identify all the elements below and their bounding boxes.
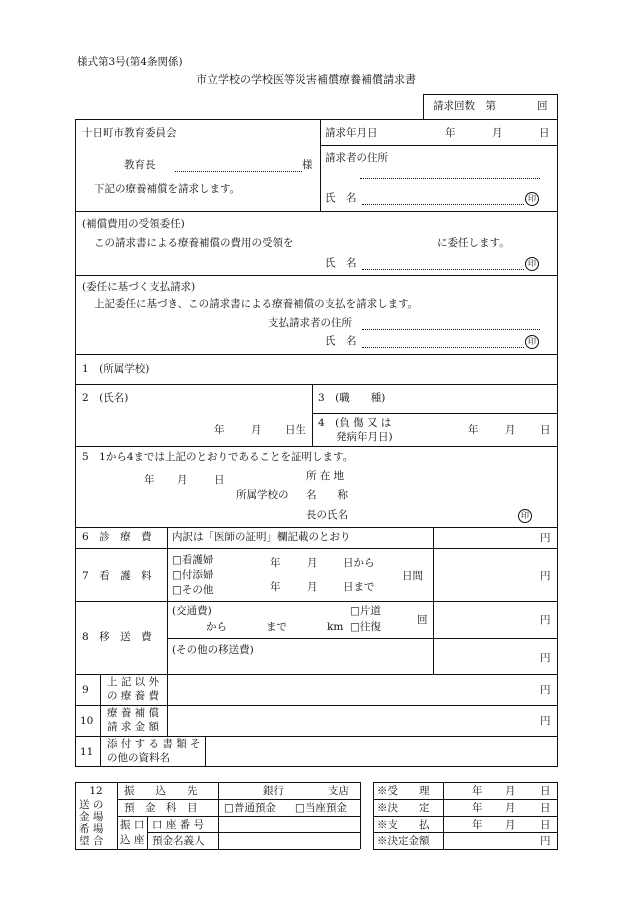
claim-count-label: 請求回数 第 [433,100,496,112]
travel-cost-label: (交通費) [172,605,212,617]
medical-fee-desc: 内訳は「医師の証明」欄記載のとおり [172,531,351,543]
month-label: 月 [505,424,516,436]
yen-label: 円 [540,652,551,664]
delegate-name-label: 氏 名 [325,257,357,269]
admin-received-label: ※受 理 [377,785,430,797]
attendant-checkbox[interactable]: □付添婦 [172,569,214,581]
injury-date-label-2: 発病年月日) [336,431,393,443]
claim-date-label: 請求年月日 [325,127,378,139]
nurse-checkbox[interactable]: □看護婦 [172,554,214,566]
account-type-label: 預 金 科 目 [124,802,198,814]
year-label: 年 [144,474,155,486]
row-number: 11 [80,746,94,758]
yen-label: 円 [540,532,551,544]
month-label: 月 [307,557,318,569]
yen-label: 円 [540,715,551,727]
job-label: 3 (職 種) [318,392,386,404]
yen-label: 円 [540,570,551,582]
month-label: 月 [177,474,188,486]
ordinary-deposit-checkbox[interactable]: □普通預金 [224,802,276,814]
bank-section-number: 12 [89,785,103,797]
claimant-address-label: 請求者の住所 [325,152,388,164]
form-number: 様式第3号(第4条関係) [77,56,183,68]
name-label: 2 (氏名) [82,392,129,404]
attachments-label-2: の他の資料名 [107,752,170,764]
certification-text: 5 1から4までは上記のとおりであることを証明します。 [82,451,354,463]
admin-decided-label: ※決 定 [377,802,430,814]
other-checkbox[interactable]: □その他 [172,584,214,596]
yen-label: 円 [540,684,551,696]
bank-side-label: 金 場 [79,811,104,823]
other-medical-label-2: の 療 養 費 [107,690,160,702]
account-number-label: 口 座 番 号 [152,819,205,831]
bank-side-label: 望 合 [79,835,104,847]
year-label: 年 [472,819,483,831]
month-label: 月 [307,581,318,593]
year-label: 年 [472,802,483,814]
claim-amount-label-2: 請 求 金 額 [107,721,160,733]
claimant-name-field[interactable] [362,204,524,205]
claimant-name-label: 氏 名 [325,192,357,204]
transfer-account-label-2: 込 座 [120,834,145,846]
year-label: 年 [214,424,225,436]
form-title: 市立学校の学校医等災害補償療養補償請求書 [196,73,416,86]
kyoikucho-label: 教育長 [124,159,156,171]
row-number: 9 [82,684,89,696]
payee-name-label: 氏 名 [325,335,357,347]
year-label: 年 [270,581,281,593]
month-label: 月 [505,802,516,814]
year-label: 年 [468,424,479,436]
school-name-label: 名 称 [306,489,348,501]
school-label: 1 (所属学校) [82,363,150,375]
payee-name-field[interactable] [362,347,524,348]
to-label: まで [266,621,287,633]
claimant-address-field[interactable] [360,178,540,179]
km-label: km [327,621,344,633]
day-label: 日 [540,819,551,831]
claim-count-suffix: 回 [537,100,548,112]
branch-label: 支店 [328,785,349,797]
until-label: 日まで [343,581,375,593]
transport-fee-label: 8 移 送 費 [82,631,152,643]
seal-icon: 印 [525,335,539,349]
year-label: 年 [472,785,483,797]
year-label: 年 [445,127,456,139]
principal-name-label: 長の氏名 [306,509,348,521]
other-medical-label: 上 記 以 外 [107,676,160,688]
year-label: 年 [270,557,281,569]
board-name: 十日町市教育委員会 [82,127,177,139]
bank-label: 銀行 [263,785,284,797]
day-label: 日 [214,474,225,486]
payee-address-label: 支払請求者の住所 [268,317,352,329]
seal-icon: 印 [525,257,539,271]
sama-label: 様 [302,159,313,171]
school-location-label: 所 在 地 [306,470,345,482]
current-deposit-checkbox[interactable]: □当座預金 [295,802,347,814]
days-label: 日間 [402,570,423,582]
nursing-fee-label: 7 看 護 料 [82,570,152,582]
payment-request-title: (委任に基づく支払請求) [82,281,196,293]
claim-amount-label: 療 養 補 償 [107,707,160,719]
from-label: 日から [343,557,375,569]
delegation-text: この請求書による療養補償の費用の受領を [94,237,294,249]
times-label: 回 [417,614,428,626]
delegation-suffix: に委任します。 [437,237,510,249]
payee-address-field[interactable] [362,329,540,330]
other-transport-label: (その他の移送費) [172,644,254,656]
admin-paid-label: ※支 払 [377,819,430,831]
attachments-label: 添 付 す る 書 類 そ [107,738,201,750]
oneway-checkbox[interactable]: □片道 [350,605,381,617]
day-label: 日 [540,802,551,814]
injury-date-label: 4 (負 傷 又 は [318,417,392,429]
transfer-account-label: 振 口 [120,819,145,831]
request-text: 下記の療養補償を請求します。 [94,183,241,195]
day-label: 日 [540,785,551,797]
month-label: 月 [505,819,516,831]
admin-decided-amount-label: ※決定金額 [377,835,430,847]
day-label: 日 [540,424,551,436]
roundtrip-checkbox[interactable]: □往復 [350,621,381,633]
yen-label: 円 [540,835,551,847]
yen-label: 円 [540,614,551,626]
row-number: 10 [80,715,94,727]
account-holder-label: 預金名義人 [152,835,205,847]
school-of-label: 所属学校の [236,489,289,501]
delegate-name-field[interactable] [362,269,524,270]
month-label: 月 [505,785,516,797]
bank-side-label: 希 場 [79,823,104,835]
seal-icon: 印 [518,509,532,523]
month-label: 月 [251,424,262,436]
delegation-title: (補償費用の受領委任) [82,218,185,230]
bank-side-label: 送 の [79,799,104,811]
seal-icon: 印 [525,192,539,206]
from-label: から [206,621,227,633]
birth-label: 日生 [285,424,306,436]
transfer-destination-label: 振 込 先 [124,785,198,797]
month-label: 月 [492,127,503,139]
medical-fee-label: 6 診 療 費 [82,531,152,543]
payment-request-text: 上記委任に基づき、この請求書による療養補償の支払を請求します。 [94,298,419,310]
day-label: 日 [539,127,550,139]
